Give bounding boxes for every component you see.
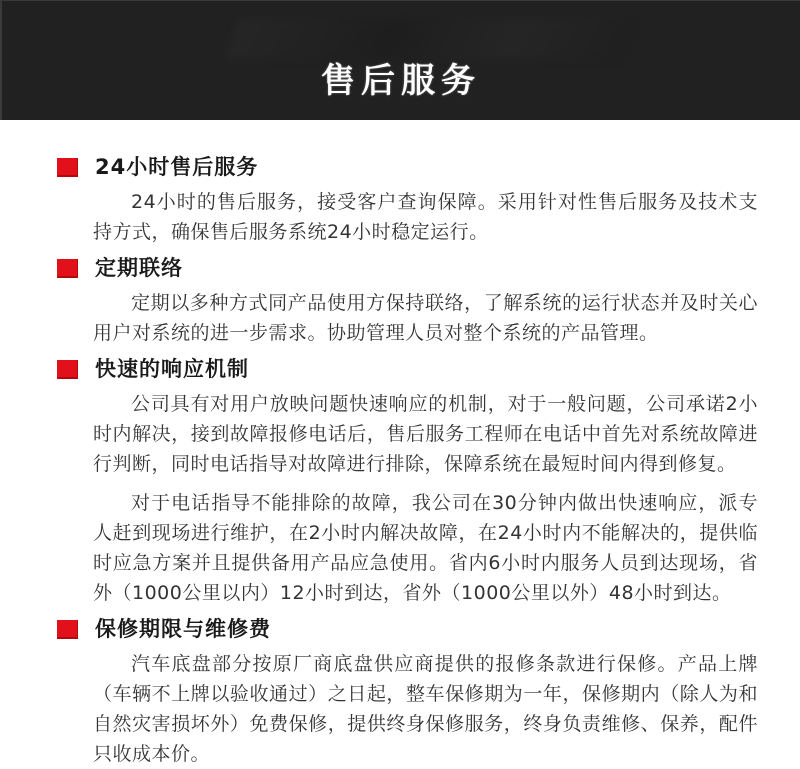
section-heading: 快速的响应机制 [95, 357, 249, 381]
red-square-bullet-icon [57, 158, 78, 177]
section-paragraph: 公司具有对用户放映问题快速响应的机制，对于一般问题，公司承诺2小时内解决，接到故障报修电话后，售后服务工程师在电话中首先对系统故障进行判断，同时电话指导对故障进行排除，保障系统在最短时间内得到修复。 [93, 393, 758, 475]
red-square-bullet-icon [57, 360, 78, 379]
section-header [57, 155, 758, 180]
section-paragraph: 汽车底盘部分按原厂商底盘供应商提供的报修条款进行保修。产品上牌（车辆不上牌以验收通过）之日起，整车保修期为一年，保修期内（除人为和自然灾害损坏外）免费保修，提供终身保修服务，终身负责维修、保养，配件只收成本价。 [93, 653, 758, 765]
section-header [57, 256, 758, 281]
section-heading: 保修期限与维修费 [95, 617, 271, 641]
section-warranty [57, 617, 758, 769]
section-regular-contact [57, 256, 758, 348]
section-header [57, 357, 758, 382]
red-square-bullet-icon [57, 620, 78, 639]
section-header [57, 617, 758, 642]
section-heading: 24小时售后服务 [95, 155, 259, 179]
service-content [0, 120, 800, 769]
section-24h-service [57, 155, 758, 247]
red-square-bullet-icon [57, 259, 78, 278]
header-band [0, 0, 800, 120]
section-paragraph: 定期以多种方式同产品使用方保持联络，了解系统的运行状态并及时关心用户对系统的进一步需求。协助管理人员对整个系统的产品管理。 [93, 292, 758, 344]
section-paragraph: 24小时的售后服务，接受客户查询保障。采用针对性售后服务及技术支持方式，确保售后服务系统24小时稳定运行。 [93, 191, 758, 243]
page-title: 售后服务 [321, 61, 481, 101]
section-paragraph: 对于电话指导不能排除的故障，我公司在30分钟内做出快速响应，派专人赶到现场进行维护，在2小时内解决故障，在24小时内不能解决的，提供临时应急方案并且提供备用产品应急使用。省内6小时内服务人员到达现场，省外（1000公里以内）12小时到达，省外（1000公里以外）48小时到达。 [93, 492, 758, 604]
section-rapid-response [57, 357, 758, 608]
section-heading: 定期联络 [95, 256, 183, 280]
